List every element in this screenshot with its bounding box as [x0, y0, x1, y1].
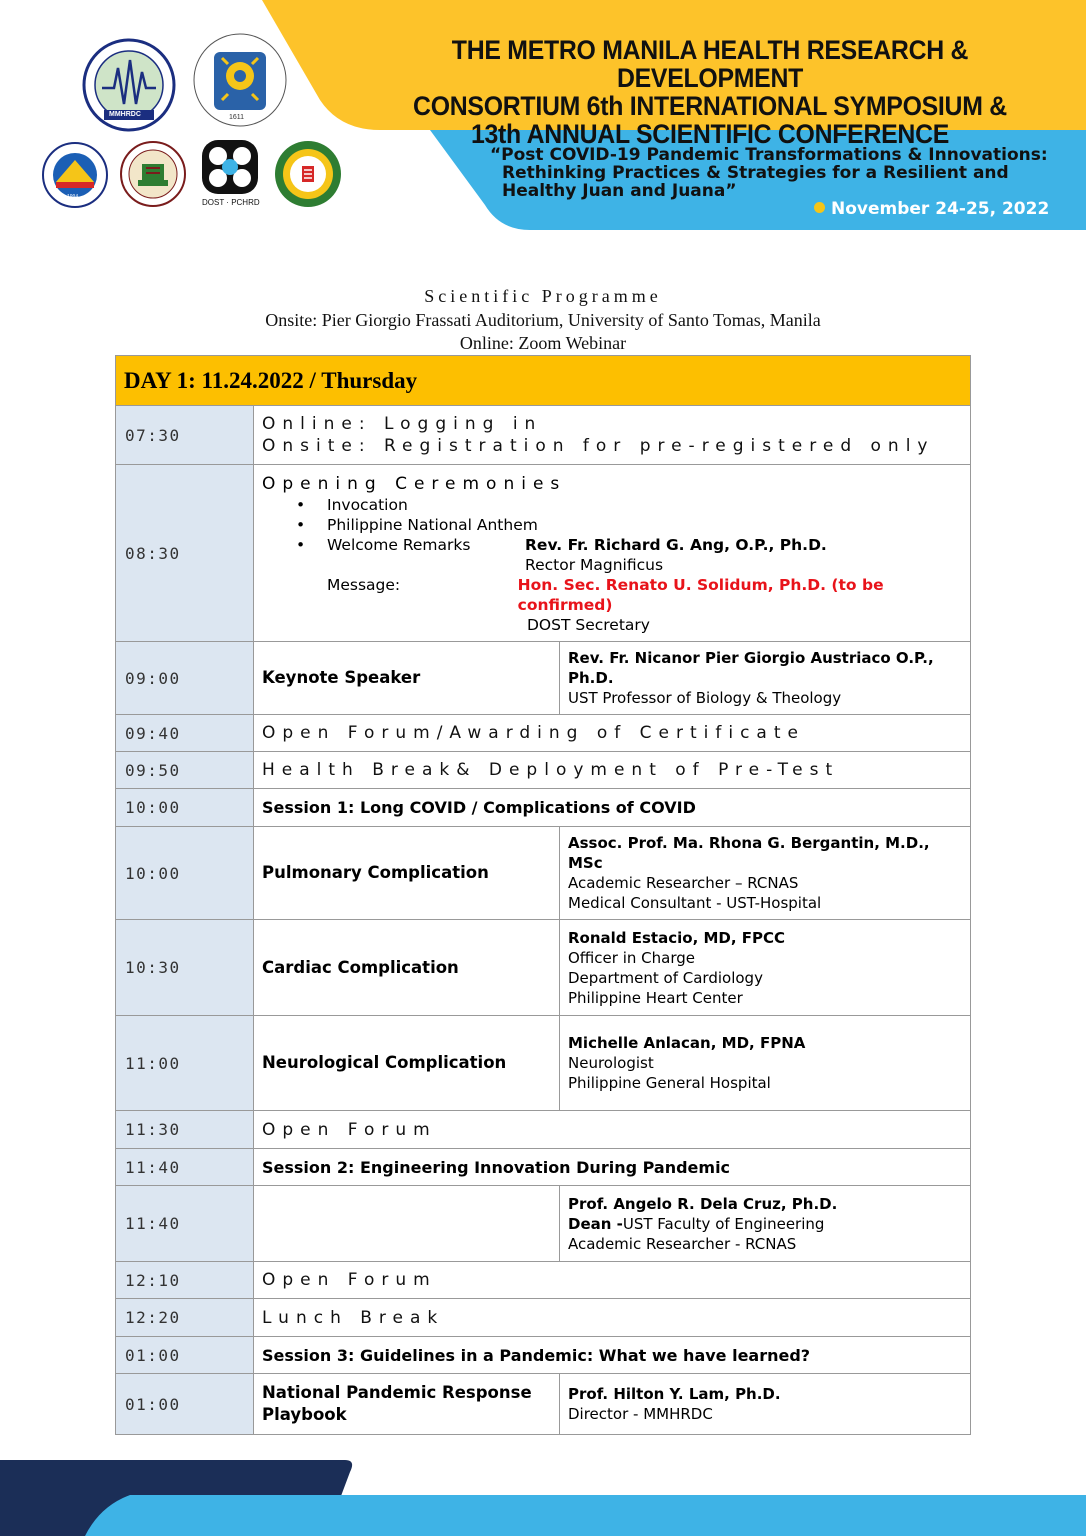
- title-line-2: CONSORTIUM 6th INTERNATIONAL SYMPOSIUM &: [413, 91, 1007, 121]
- message-label: Message:: [327, 576, 401, 594]
- list-item: • Philippine National Anthem: [296, 516, 538, 534]
- time-cell: 10:00: [116, 789, 254, 827]
- activity-line: Onsite: Registration for pre-registered only: [262, 436, 935, 456]
- speaker-role: Officer in Charge: [568, 948, 695, 967]
- time-cell: 11:40: [116, 1149, 254, 1186]
- time-cell: 11:40: [116, 1186, 254, 1262]
- activity-cell: Lunch Break: [254, 1299, 971, 1337]
- session-heading: Session 1: Long COVID / Complications of COVID: [254, 789, 971, 827]
- time-cell: 12:10: [116, 1262, 254, 1299]
- opening-ceremonies-title: Opening Ceremonies: [262, 474, 567, 494]
- ched-label: 1994: [67, 194, 79, 200]
- dost-label: DOST · PCHRD: [202, 198, 260, 207]
- table-row: [116, 1299, 971, 1337]
- programme-title: Scientific Programme: [424, 286, 662, 306]
- theme-line-1: “Post COVID-19 Pandemic Transformations & Innovations:: [490, 145, 1048, 165]
- table-row: [116, 715, 971, 752]
- programme-online: Online: Zoom Webinar: [459, 333, 627, 353]
- speaker-cell: [560, 1016, 971, 1111]
- date-dot-icon: [814, 202, 825, 213]
- speaker-role: Neurologist: [568, 1054, 654, 1072]
- session-heading: Session 2: Engineering Innovation During Pandemic: [254, 1149, 971, 1186]
- ceremony-list: [296, 495, 962, 555]
- date-text: November 24-25, 2022: [831, 199, 1050, 219]
- speaker-name: Prof. Hilton Y. Lam, Ph.D.: [568, 1385, 781, 1403]
- speaker-cell: [560, 1186, 971, 1262]
- programme-onsite: Onsite: Pier Giorgio Frassati Auditorium, University of Santo Tomas, Manila: [265, 310, 821, 330]
- speaker-role: UST Professor of Biology & Theology: [568, 689, 842, 707]
- table-row: [116, 1186, 971, 1262]
- day-heading-row: [116, 356, 971, 406]
- activity-cell: Health Break& Deployment of Pre-Test: [254, 752, 971, 789]
- time-cell: 08:30: [116, 465, 254, 642]
- time-cell: 09:40: [116, 715, 254, 752]
- topic-cell: National Pandemic Response Playbook: [254, 1374, 560, 1435]
- speaker-role: Philippine General Hospital: [568, 1074, 771, 1092]
- speaker-cell: [560, 1374, 971, 1435]
- time-cell: 01:00: [116, 1337, 254, 1374]
- table-row: [116, 752, 971, 789]
- schedule-table: [115, 355, 971, 1435]
- message-role: DOST Secretary: [527, 616, 650, 634]
- bullet-icon: •: [296, 516, 306, 534]
- table-row: [116, 1337, 971, 1374]
- table-row: [116, 789, 971, 827]
- ust-seal-icon: [192, 30, 288, 132]
- conference-date: [814, 199, 1049, 219]
- topic-cell: Cardiac Complication: [254, 920, 560, 1016]
- up-seal-icon: [120, 140, 186, 208]
- time-cell: 10:00: [116, 827, 254, 920]
- speaker-name: Michelle Anlacan, MD, FPNA: [568, 1034, 806, 1052]
- speaker-name: Assoc. Prof. Ma. Rhona G. Bergantin, M.D., MSc: [568, 834, 930, 872]
- theme-line-3: Healthy Juan and Juana”: [502, 181, 737, 201]
- topic-cell: Pulmonary Complication: [254, 827, 560, 920]
- speaker-name: Rev. Fr. Nicanor Pier Giorgio Austriaco O.P., Ph.D.: [568, 649, 934, 687]
- time-cell: 11:30: [116, 1111, 254, 1149]
- speaker-role: Dean -UST Faculty of Engineering: [568, 1214, 825, 1233]
- footer-shapes: [0, 1450, 1086, 1536]
- table-row: [116, 406, 971, 465]
- title-line-3: 13th ANNUAL SCIENTIFIC CONFERENCE: [470, 119, 950, 149]
- list-item: [296, 535, 962, 555]
- speaker-name: Prof. Angelo R. Dela Cruz, Ph.D.: [568, 1194, 838, 1213]
- session-heading: Session 3: Guidelines in a Pandemic: What we have learned?: [254, 1337, 971, 1374]
- table-row: [116, 1374, 971, 1435]
- time-cell: 09:00: [116, 642, 254, 715]
- time-cell: 01:00: [116, 1374, 254, 1435]
- time-cell: 10:30: [116, 920, 254, 1016]
- activity-cell: [254, 406, 971, 465]
- topic-cell: [254, 1186, 560, 1262]
- time-cell: 09:50: [116, 752, 254, 789]
- speaker-name: Ronald Estacio, MD, FPCC: [568, 928, 786, 947]
- title-line-1: THE METRO MANILA HEALTH RESEARCH & DEVELOPMENT: [451, 35, 969, 93]
- time-cell: 07:30: [116, 406, 254, 465]
- table-row: [116, 1111, 971, 1149]
- footer-banner: [0, 1450, 1086, 1536]
- speaker-role: Philippine Heart Center: [568, 988, 743, 1007]
- activity-cell: Open Forum/Awarding of Certificate: [254, 715, 971, 752]
- speaker-cell: [560, 827, 971, 920]
- speaker-cell: [560, 642, 971, 715]
- table-row: [116, 1016, 971, 1111]
- doh-seal-icon: [274, 140, 342, 208]
- theme-line-2: Rethinking Practices & Strategies for a Resilient and: [502, 163, 1009, 183]
- time-cell: 12:20: [116, 1299, 254, 1337]
- blue-footer-shape: [85, 1495, 1086, 1536]
- activity-cell: Open Forum: [254, 1111, 971, 1149]
- mmhrdc-seal-icon: [82, 38, 176, 132]
- topic-cell: Neurological Complication: [254, 1016, 560, 1111]
- bullet-icon: •: [296, 496, 306, 514]
- ust-label: 1611: [229, 114, 245, 121]
- welcome-remarks-label: Welcome Remarks: [327, 536, 471, 554]
- day-heading: DAY 1: 11.24.2022 / Thursday: [116, 356, 971, 406]
- table-row: [116, 1149, 971, 1186]
- mmhrdc-label: MMHRDC: [109, 111, 141, 118]
- activity-cell: Open Forum: [254, 1262, 971, 1299]
- time-cell: 11:00: [116, 1016, 254, 1111]
- speaker-role: Department of Cardiology: [568, 968, 763, 987]
- conference-theme: [490, 146, 1050, 200]
- conference-title: [388, 36, 1032, 148]
- table-row: [116, 642, 971, 715]
- speaker-role: Director - MMHRDC: [568, 1405, 713, 1423]
- table-row: [116, 465, 971, 642]
- activity-line: Online: Logging in: [262, 414, 543, 434]
- message-speaker: Hon. Sec. Renato U. Solidum, Ph.D. (to be confirmed): [517, 576, 884, 614]
- opening-ceremonies-cell: [254, 465, 971, 642]
- list-item: • Invocation: [296, 496, 408, 514]
- ched-seal-icon: [42, 142, 108, 208]
- bullet-icon: •: [296, 536, 306, 554]
- speaker-role: Medical Consultant - UST-Hospital: [568, 894, 822, 912]
- speaker-role: Academic Researcher - RCNAS: [568, 1234, 797, 1253]
- topic-cell: Keynote Speaker: [254, 642, 560, 715]
- speaker-role: Academic Researcher – RCNAS: [568, 874, 799, 892]
- table-row: [116, 827, 971, 920]
- table-row: [116, 1262, 971, 1299]
- speaker-cell: [560, 920, 971, 1016]
- dost-logo-icon: [198, 138, 262, 210]
- table-row: [116, 920, 971, 1016]
- welcome-role: Rector Magnificus: [525, 556, 664, 574]
- welcome-speaker: Rev. Fr. Richard G. Ang, O.P., Ph.D.: [525, 536, 827, 554]
